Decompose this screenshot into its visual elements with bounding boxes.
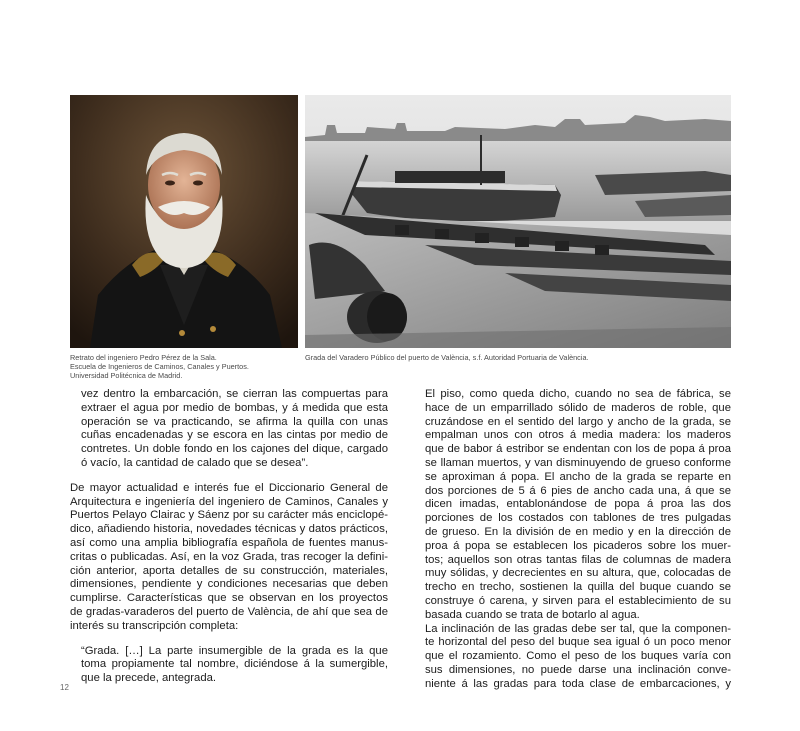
text-line: Puertos Pelayo Clairac y Sáenz por su carácter más enciclopé- [70,509,388,522]
right-column [425,388,731,692]
text-line: cumplirse. Características que se observan en los proyectos [70,592,388,605]
page-number: 12 [60,683,69,692]
text-line: vez dentro la embarcación, se cierran las compuertas para [81,388,388,400]
text-line: contretes. Un doble fondo en los cajones del dique, cargado [81,443,388,456]
text-line: hace de un emparrillado sólido de maderos de roble, que [425,401,731,414]
text-line: de grueso. En la división de en medio y en la dirección de [425,525,731,538]
text-line: dico, añadiendo historia, novedades técnicas y datos prácticos, [70,523,388,536]
caption-line: Retrato del ingeniero Pedro Pérez de la Sala. [70,353,217,362]
text-line: niente á las gradas para toda clase de embarcaciones, y [425,677,731,690]
text-line: construye ó carena, y sirven para el establecimiento de su [425,594,731,607]
text-line: interés su transcripción completa: [70,619,239,632]
text-line: dos porciones de 5 á 6 pies de ancho cada una, á que se [425,484,731,497]
text-line: te horizontal del peso del buque sea igual ó un poco menor [425,636,731,649]
text-line: tos; aquellos son otras tantas filas de columnas de madera [425,553,731,566]
portrait-photo [70,95,298,348]
text-line: cruzándose en el sentido del largo y ancho de la grada, se [425,415,731,428]
shipyard-caption [305,353,731,362]
left-column [70,388,388,686]
text-line: ó vacío, la cantidad de calado que se desea”. [81,456,309,469]
text-line: así como una amplia bibliografía española de fuentes manus- [70,536,388,549]
body-paragraph [425,388,731,623]
text-line: de gradas-varaderos del puerto de València, de ahí que sea de [70,605,388,618]
text-line: toma propiamente tal nombre, diciéndose á la sumergible, [81,658,388,671]
portrait-caption [70,353,300,381]
text-line: basada cuando se trata de botarlo al agua. [425,608,640,621]
caption-line: Grada del Varadero Público del puerto de València, s.f. Autoridad Portuaria de València. [305,353,589,362]
text-line: El piso, como queda dicho, cuando no sea de fábrica, se [425,388,731,400]
body-paragraph [425,623,731,692]
text-line: trecho en trecho, sostienen la quilla del buque cuando se [425,581,731,594]
text-line: se aproximan á popa. El ancho de la grada se reparte en [425,470,731,483]
text-line: que de babor á estribor se endentan con los de popa á proa [425,443,731,456]
text-line: De mayor actualidad e interés fue el Diccionario General de [70,481,388,494]
text-line: “Grada. […] La parte insumergible de la grada es la que [81,644,388,657]
text-line: cuñas encadenadas y se escora en las cintas por medio de [81,429,388,442]
text-line: dicen imadas, entablonándose de popa á proa las dos [425,498,731,511]
body-paragraph [70,482,388,634]
shipyard-photo [305,95,731,348]
text-line: muy sólidas, y decrecientes en su altura, que, colocadas de [425,567,731,580]
portrait-illustration [70,95,298,348]
quote-continuation [70,388,388,471]
text-line: se llaman muertos, y van disminuyendo de grueso conforme [425,456,731,469]
caption-line: Universidad Politécnica de Madrid. [70,371,183,381]
text-line: extraer el agua por medio de bombas, y á medida que esta [81,401,388,414]
text-line: ción anterior, aporta detalles de su construcción, materiales, [70,564,388,577]
text-line: proa á popa se establecen los picaderos sobre los muer- [425,539,731,552]
text-line: porciones de los costados con tablones de tres pulgadas [425,512,731,525]
text-line: que la precede, antegrada. [81,672,217,685]
block-quote [70,645,388,686]
text-line: empalman unos con otros á media madera: los maderos [425,429,731,442]
text-line: critas o publicadas. Así, en la voz Grada, tras recoger la defini- [70,550,388,563]
shipyard-illustration [305,95,731,348]
text-line: que el rozamiento. Como el peso de los buques varía con [425,650,731,663]
text-line: La inclinación de las gradas debe ser tal, que la componen- [425,622,731,635]
text-line: dimensiones, pendiente y condiciones necesarias que deben [70,578,388,591]
caption-line: Escuela de Ingenieros de Caminos, Canales y Puertos. [70,362,249,372]
text-line: sus dimensiones, no puede darse una inclinación conve- [425,663,731,676]
text-line: Arquitectura e ingeniería del ingeniero de Caminos, Canales y [70,495,388,508]
text-line: operación se va practicando, se afirma la quilla con unas [81,415,388,428]
